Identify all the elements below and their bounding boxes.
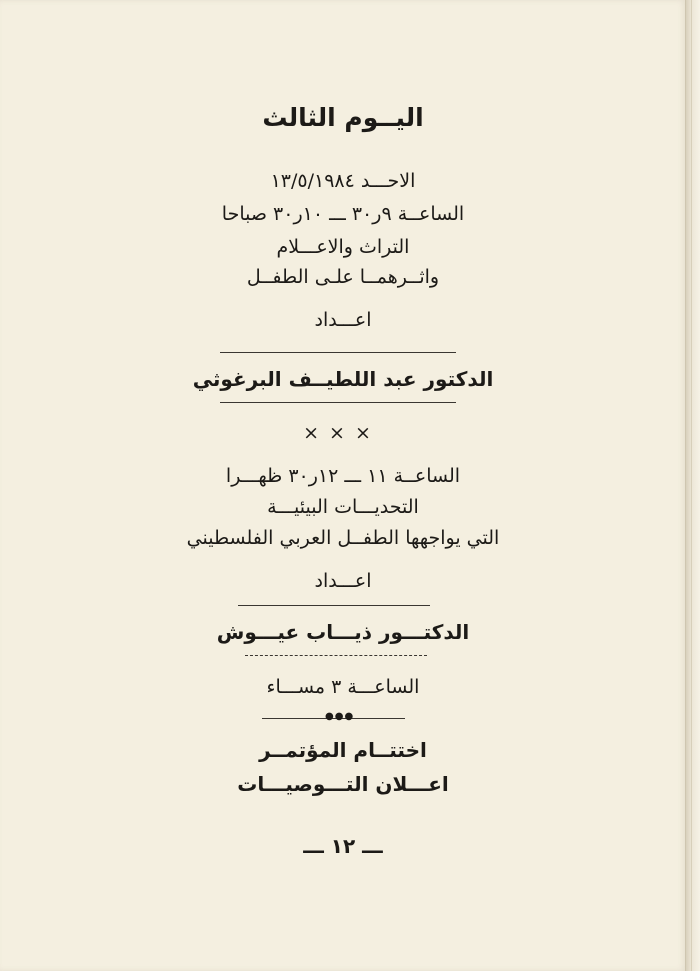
session2-topic-line2: التي يواجهها الطفــل العربي الفلسطيني [186, 527, 500, 549]
session2-prepared-by: اعـــداد [314, 570, 372, 592]
page-number: ـــ ١٢ ـــ [303, 834, 383, 858]
closing-line1: اختتــام المؤتمــر [259, 738, 427, 762]
session1-date: الاحـــد ١٣/٥/١٩٨٤ [270, 170, 416, 192]
divider-rule-dashed [245, 655, 427, 656]
session2-presenter: الدكتـــور ذيـــاب عيـــوش [216, 620, 470, 644]
session1-topic-line2: واثــرهمــا علـى الطفــل [246, 266, 440, 288]
day-title: اليــوم الثالث [262, 103, 424, 132]
separator-marks: × × × [303, 422, 373, 444]
closing-line2: اعـــلان التـــوصيـــات [237, 772, 449, 796]
ornament-dots: ●●● [325, 711, 355, 722]
divider-rule [238, 605, 430, 606]
session1-presenter: الدكتور عبد اللطيــف البرغوثي [192, 367, 494, 391]
session1-time: الساعــة ٩ر٣٠ ـــ ١٠ر٣٠ صباحا [221, 203, 465, 225]
divider-rule [220, 402, 456, 403]
session1-topic-line1: التراث والاعـــلام [276, 236, 410, 258]
page-edge [685, 0, 700, 971]
session2-topic-line1: التحديـــات البيئيـــة [267, 496, 419, 518]
divider-rule [220, 352, 456, 353]
session1-prepared-by: اعـــداد [314, 309, 372, 331]
session2-time: الساعــة ١١ ـــ ١٢ر٣٠ ظهـــرا [225, 465, 461, 487]
session3-time: الساعـــة ٣ مســـاء [266, 676, 420, 698]
